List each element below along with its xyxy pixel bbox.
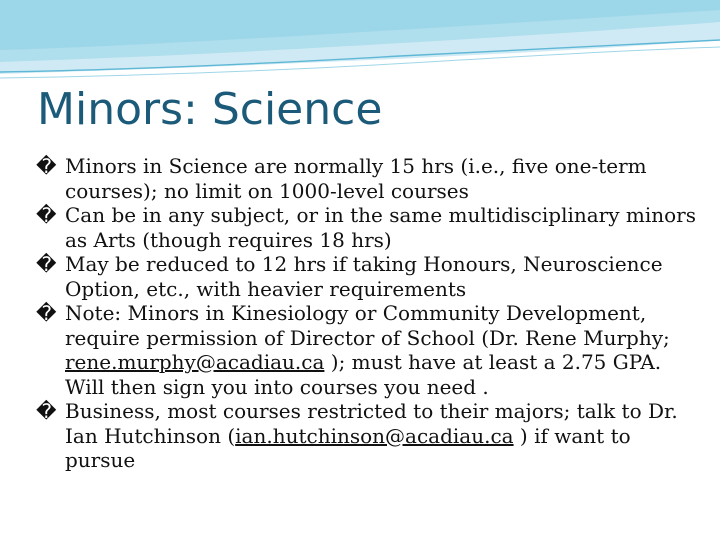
email-link-hutchinson[interactable]: ian.hutchinson@acadiau.ca xyxy=(235,423,514,448)
bullet-text: Can be in any subject, or in the same multidisciplinary minors as Arts (though requires 18 hrs) xyxy=(65,203,697,252)
bullet-item xyxy=(36,203,696,252)
bullet-text: Minors in Science are normally 15 hrs (i.e., five one-term courses); no limit on 1000-level courses xyxy=(65,154,647,203)
slide-title: Minors: Science xyxy=(37,84,383,135)
bullet-text: Business, most courses restricted to their majors; talk to Dr. Ian Hutchinson ( xyxy=(65,399,678,448)
header-wave-decoration xyxy=(0,0,720,90)
bullet-text: May be reduced to 12 hrs if taking Honours, Neuroscience Option, etc., with heavier requirements xyxy=(65,252,663,301)
email-link-murphy[interactable]: rene.murphy@acadiau.ca xyxy=(65,350,325,374)
bullet-item xyxy=(36,399,696,473)
bullet-item xyxy=(36,252,696,301)
bullet-marker-icon: � xyxy=(36,399,57,423)
bullet-list xyxy=(36,154,696,473)
bullet-marker-icon: � xyxy=(36,203,57,227)
bullet-marker-icon: � xyxy=(36,301,57,325)
bullet-item xyxy=(36,301,696,399)
bullet-marker-icon: � xyxy=(36,252,57,276)
bullet-text: ) if want to pursue xyxy=(65,423,631,472)
bullet-text: Note: Minors in Kinesiology or Community Development, require permission of Director of School (Dr. Rene Murphy; xyxy=(65,301,670,350)
bullet-marker-icon: � xyxy=(36,154,57,178)
bullet-text: ); must have at least a 2.75 GPA. Will then sign you into courses you need . xyxy=(65,350,662,399)
bullet-item xyxy=(36,154,696,203)
